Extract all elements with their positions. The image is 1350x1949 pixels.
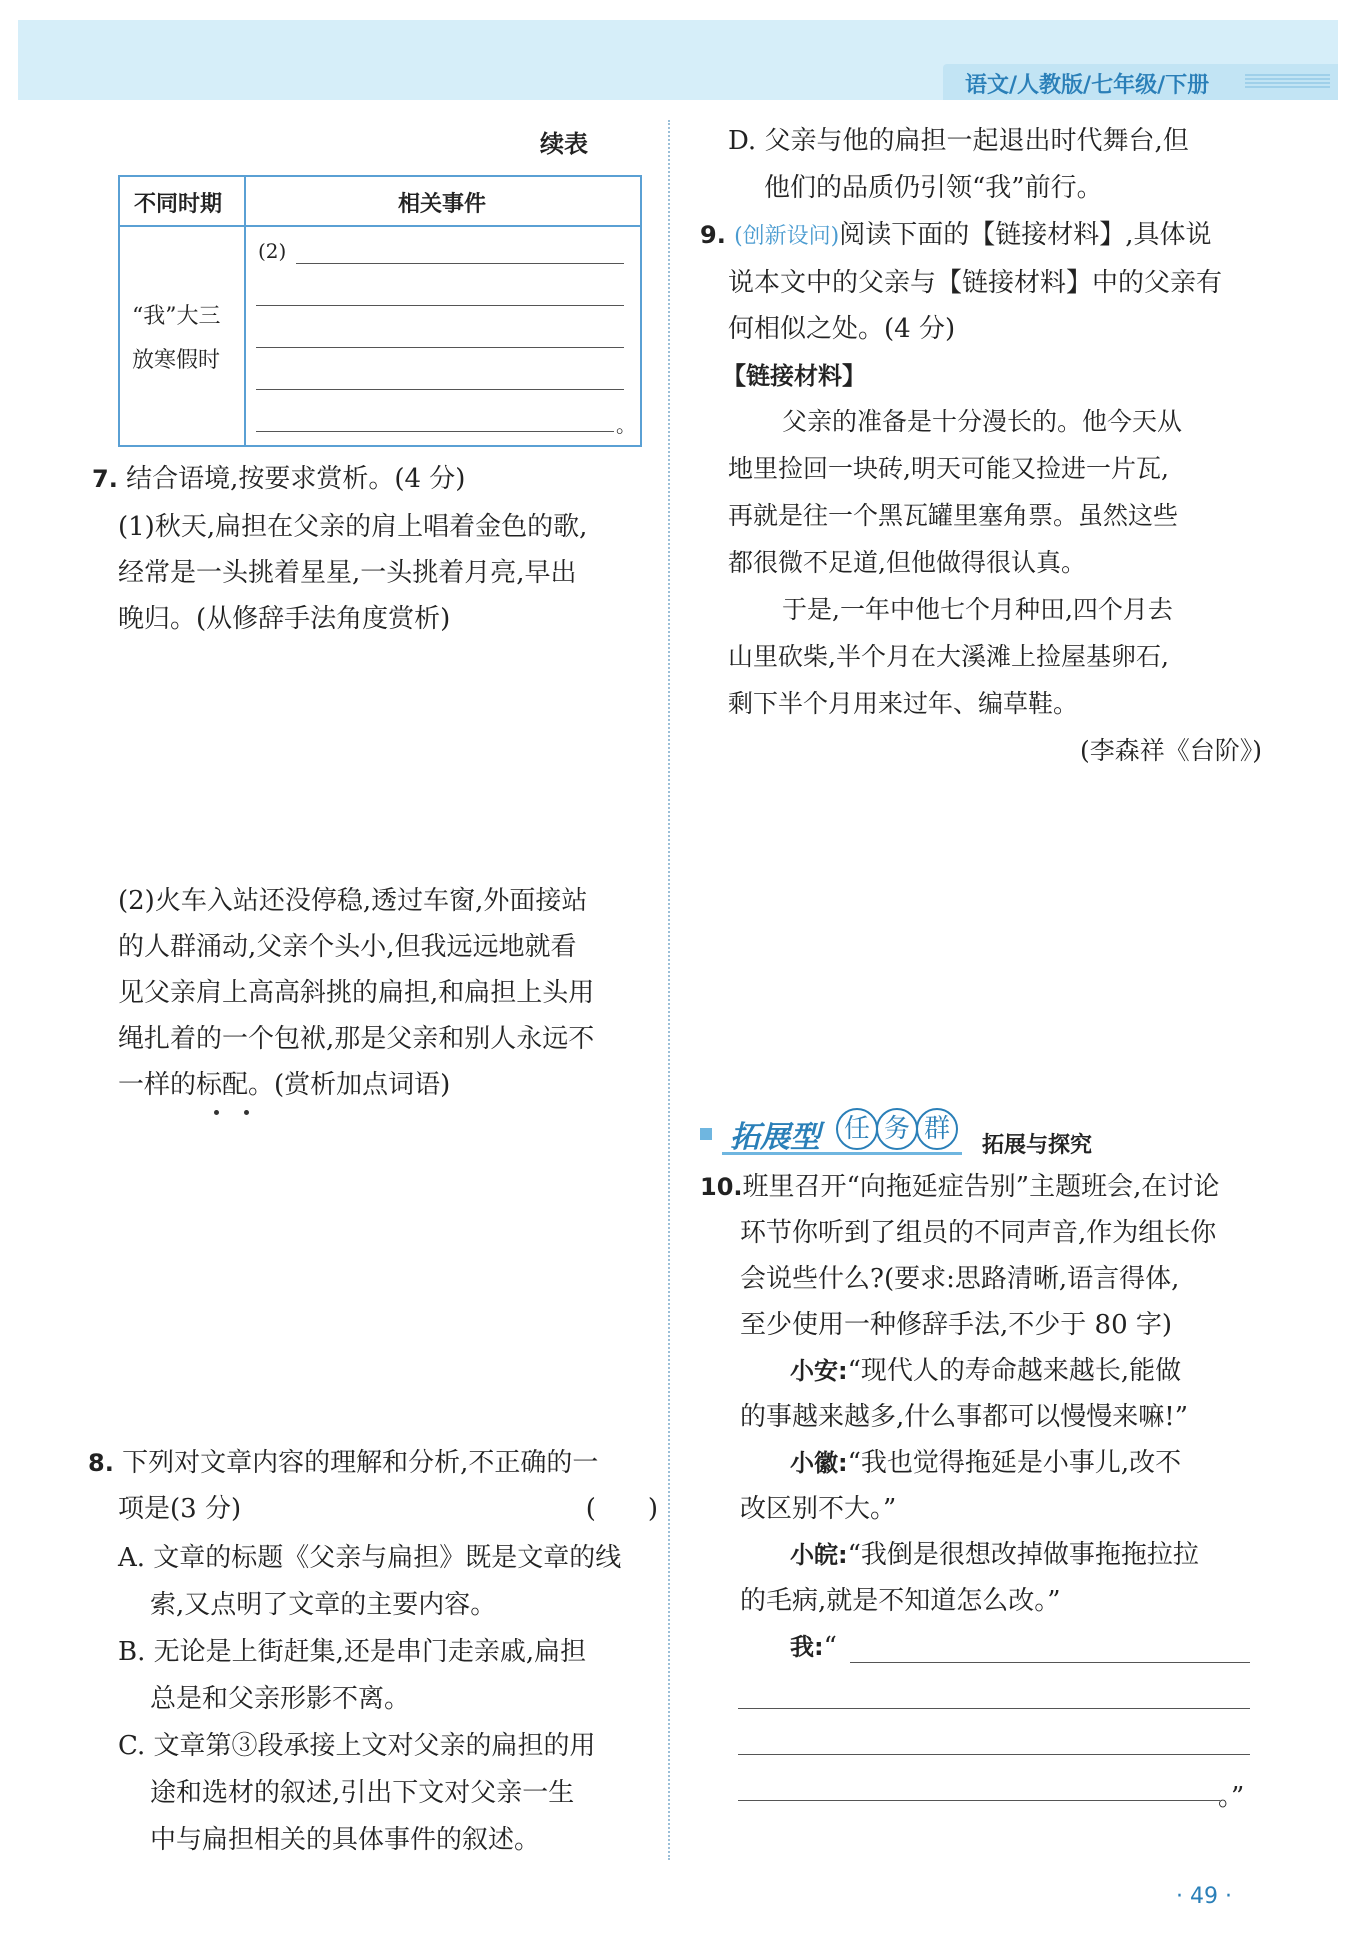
question-10-stem-line: 至少使用一种修辞手法,不少于 80 字): [740, 1310, 1173, 1340]
table-period-cell: [132, 295, 221, 383]
question-7: [92, 456, 652, 502]
emphasis-dot: [244, 1110, 249, 1115]
speaker-xiaowan: 小皖:: [790, 1541, 848, 1569]
section-char: 群: [916, 1108, 958, 1150]
table-event-prefix: (2): [258, 239, 287, 263]
option-c-line: 途和选材的叙述,引出下文对父亲一生: [150, 1778, 575, 1808]
xiaohui-line: 改区别不大。”: [740, 1494, 897, 1524]
answer-line[interactable]: [738, 1800, 1220, 1801]
option-c[interactable]: [118, 1723, 658, 1864]
answer-line[interactable]: [850, 1662, 1250, 1663]
answer-line[interactable]: [256, 431, 614, 432]
section-marker-icon: [700, 1128, 712, 1140]
xiaowan-line: “我倒是很想改掉做事拖拖拉拉: [847, 1540, 1199, 1570]
option-d[interactable]: [728, 118, 1268, 212]
material-line: 地里捡回一块砖,明天可能又捡进一片瓦,: [728, 454, 1169, 483]
xiaowan-line: 的毛病,就是不知道怎么改。”: [740, 1586, 1061, 1616]
option-a[interactable]: [118, 1535, 658, 1629]
speaker-xiaoan: 小安:: [790, 1357, 848, 1385]
answer-line[interactable]: [738, 1708, 1250, 1709]
table-header-period: 不同时期: [134, 192, 223, 217]
question-7-part1: [118, 504, 658, 642]
q7-part2-line: (2)火车入站还没停稳,透过车窗,外面接站: [118, 886, 588, 916]
question-9-stem-line: 何相似之处。(4 分): [728, 314, 956, 344]
question-10-stem-line: 会说些什么?(要求:思路清晰,语言得体,: [740, 1264, 1180, 1294]
header-bar: [18, 20, 1338, 100]
answer-line[interactable]: [738, 1754, 1250, 1755]
material-line: 剩下半个月用来过年、编草鞋。: [728, 689, 1079, 718]
section-char: 任: [836, 1108, 878, 1150]
question-8-number: 8.: [88, 1449, 114, 1477]
question-8-options: [118, 1535, 658, 1864]
section-heading: [700, 1108, 1260, 1158]
material-line: 再就是往一个黑瓦罐里塞角票。虽然这些: [728, 501, 1179, 530]
question-10-stem-line: 环节你听到了组员的不同声音,作为组长你: [740, 1218, 1217, 1248]
end-quote: 。”: [1218, 1782, 1245, 1812]
question-8-stem-line2: 项是(3 分): [118, 1494, 242, 1524]
question-9-number: 9.: [700, 221, 726, 249]
material-title: 【链接材料】: [722, 362, 866, 390]
option-c-line: 中与扁担相关的具体事件的叙述。: [150, 1825, 541, 1855]
answer-paren[interactable]: ( ): [585, 1494, 658, 1524]
q7-part2-line: 一样的标配。(赏析加点词语): [118, 1070, 451, 1100]
table-header-row: [120, 177, 640, 227]
table-header-events: 相关事件: [398, 192, 487, 217]
linked-material: [728, 398, 1288, 774]
question-7-stem: 结合语境,按要求赏析。(4 分): [126, 464, 466, 494]
section-char: 务: [876, 1108, 918, 1150]
question-9: [700, 212, 1280, 352]
option-d-line: D. 父亲与他的扁担一起退出时代舞台,但: [728, 126, 1189, 156]
xiaohui-line: “我也觉得拖延是小事儿,改不: [847, 1448, 1182, 1478]
answer-line[interactable]: [256, 305, 624, 306]
speaker-xiaohui: 小徽:: [790, 1449, 848, 1477]
question-10-stem-line: 班里召开“向拖延症告别”主题班会,在讨论: [742, 1172, 1220, 1202]
question-8-stem-line1: 下列对文章内容的理解和分析,不正确的一: [122, 1448, 599, 1478]
option-b-line: B. 无论是上街赶集,还是串门走亲戚,扁担: [118, 1637, 587, 1667]
option-d-line: 他们的品质仍引领“我”前行。: [764, 173, 1103, 203]
header-tab: [943, 64, 1338, 100]
xiaoan-line: “现代人的寿命越来越长,能做: [847, 1356, 1182, 1386]
question-7-number: 7.: [92, 465, 118, 493]
q7-part1-line: (1)秋天,扁担在父亲的肩上唱着金色的歌,: [118, 512, 588, 542]
material-line: 都很微不足道,但他做得很认真。: [728, 548, 1086, 577]
q7-part1-line: 经常是一头挑着星星,一头挑着月亮,早出: [118, 558, 577, 588]
section-underline: [722, 1152, 962, 1155]
option-b-line: 总是和父亲形影不离。: [150, 1684, 411, 1714]
option-b[interactable]: [118, 1629, 658, 1723]
header-stripes: [1245, 74, 1330, 90]
question-9-stem-line: 阅读下面的【链接材料】,具体说: [839, 220, 1212, 250]
me-open-quote: “: [823, 1632, 837, 1662]
q7-part2-line: 的人群涌动,父亲个头小,但我远远地就看: [118, 932, 577, 962]
question-7-part2: [118, 878, 658, 1108]
table-end-mark: 。: [616, 413, 636, 437]
material-source: (李森祥《台阶》): [1079, 736, 1262, 765]
option-a-line: 索,又点明了文章的主要内容。: [150, 1590, 497, 1620]
question-8: [88, 1440, 658, 1532]
q7-part2-line: 见父亲肩上高高斜挑的扁担,和扁担上头用: [118, 978, 595, 1008]
material-line: 父亲的准备是十分漫长的。他今天从: [782, 407, 1183, 436]
xiaoan-line: 的事越来越多,什么事都可以慢慢来嘛!”: [740, 1402, 1189, 1432]
question-10: [700, 1164, 1280, 1670]
q7-part1-line: 晚归。(从修辞手法角度赏析): [118, 604, 451, 634]
material-line: 于是,一年中他七个月种田,四个月去: [782, 595, 1173, 624]
speaker-me: 我:: [790, 1633, 824, 1661]
table-period-line1: “我”大三: [132, 304, 221, 329]
answer-line[interactable]: [296, 263, 624, 264]
answer-line[interactable]: [256, 347, 624, 348]
answer-line[interactable]: [256, 389, 624, 390]
header-title: 语文/人教版/七年级/下册: [965, 73, 1210, 98]
creative-tag: (创新设问): [734, 224, 840, 249]
option-a-line: A. 文章的标题《父亲与扁担》既是文章的线: [118, 1543, 622, 1573]
table-period-line2: 放寒假时: [132, 348, 221, 373]
section-title: 拓展型: [730, 1120, 820, 1155]
q7-part2-line: 绳扎着的一个包袱,那是父亲和别人永远不: [118, 1024, 595, 1054]
column-divider: [668, 120, 670, 1860]
emphasis-dot: [214, 1110, 219, 1115]
material-line: 山里砍柴,半个月在大溪滩上捡屋基卵石,: [728, 642, 1169, 671]
table-continued-label: 续表: [540, 130, 588, 158]
question-10-number: 10.: [700, 1173, 743, 1201]
page-number: · 49 ·: [1176, 1884, 1232, 1909]
option-c-line: C. 文章第③段承接上文对父亲的扁担的用: [118, 1731, 596, 1761]
table-vertical-divider: [244, 177, 246, 445]
section-title-chars: [838, 1108, 958, 1150]
section-subtitle: 拓展与探究: [982, 1133, 1093, 1158]
events-table: [118, 175, 642, 447]
question-9-stem-line: 说本文中的父亲与【链接材料】中的父亲有: [728, 268, 1223, 298]
